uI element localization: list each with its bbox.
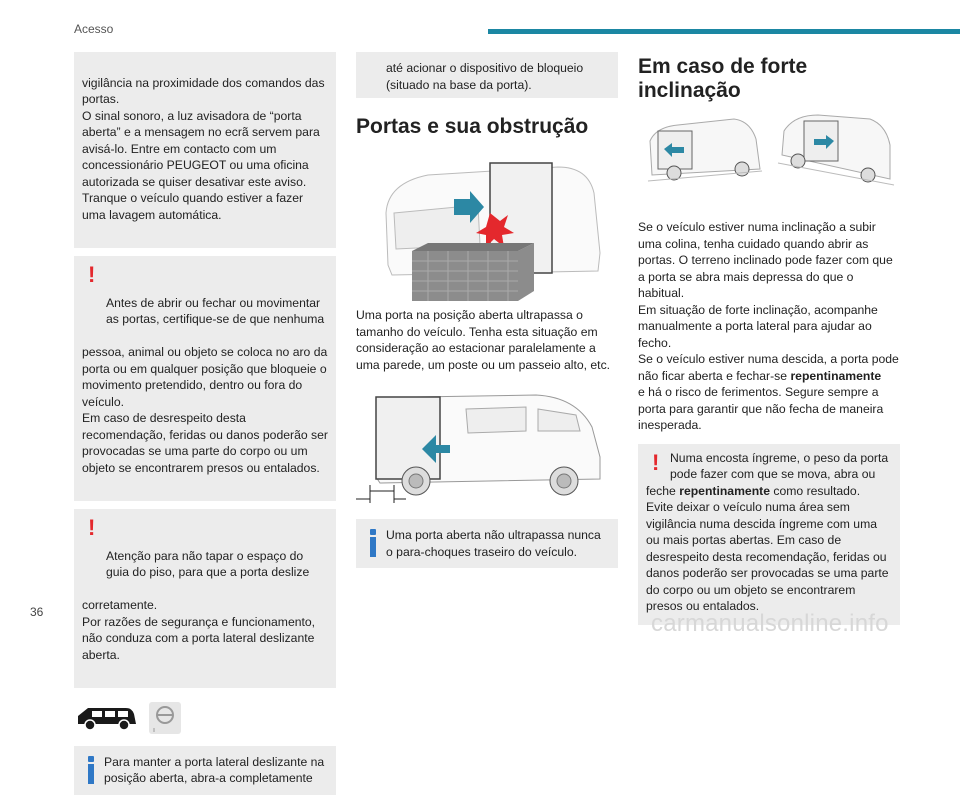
warning-bold: repentinamente bbox=[679, 483, 770, 498]
incline-text: Se o veículo estiver numa inclinação a subir uma colina, tenha cuidado quando abrir as portas. O terreno inclinado pode fazer com que a porta se abra mais depressa do que o habitual. Em situação de forte inclinação, acompanhe manualmente a porta lateral para ajudar ao fecho. Se o veículo estiver numa descida, a porta pode não ficar aberta e fechar-se bbox=[638, 220, 899, 383]
van-wall-obstruction-illustration bbox=[368, 153, 608, 301]
section-title: Acesso bbox=[74, 22, 114, 36]
column-3 bbox=[638, 52, 900, 625]
incline-paragraph bbox=[638, 219, 900, 434]
incline-text-end: e há o risco de ferimentos. Segure sempre a porta para garantir que não fecha de maneira inesperada. bbox=[638, 385, 884, 432]
warning-icon: ! bbox=[652, 449, 660, 475]
column-2 bbox=[356, 52, 618, 568]
warning-box-floor-guide bbox=[74, 509, 336, 688]
van-incline-illustration bbox=[638, 109, 900, 187]
warning-first-line: Antes de abrir ou fechar ou movimentar as portas, certifique-se de que nenhuma bbox=[106, 295, 325, 326]
column-1 bbox=[74, 52, 336, 795]
section-heading-doors: Portas e sua obstrução bbox=[356, 115, 589, 138]
van-silhouette-icon bbox=[74, 704, 138, 732]
warning-icon: ! bbox=[88, 261, 96, 287]
van-downhill bbox=[778, 115, 894, 185]
info-icon bbox=[370, 529, 376, 557]
warning-box-steep-slope bbox=[638, 444, 900, 625]
warning-text: Evite deixar o veículo numa área sem vigilância numa descida íngreme com uma ou mais portas abertas. Em caso de desrespeito desta recomendação, feridas ou danos poderão ser provocadas se uma parte do corpo ou um objeto se encontrarem presos ou entalados. bbox=[646, 500, 889, 613]
section-heading-incline: Em caso de forte inclinação bbox=[638, 55, 808, 102]
info-text: Para manter a porta lateral deslizante na posição aberta, abra-a completamente bbox=[104, 754, 325, 785]
continued-note-box bbox=[74, 52, 336, 248]
warning-first-line: Numa encosta íngreme, o peso da porta pode fazer com que se mova, abra ou bbox=[670, 450, 889, 481]
van-side-door-clearance-illustration bbox=[356, 387, 612, 505]
van-uphill bbox=[648, 119, 762, 181]
vehicle-icons bbox=[74, 698, 336, 738]
info-box-bumper bbox=[356, 519, 618, 568]
continued-info-text: até acionar o dispositivo de bloqueio (situado na base da porta). bbox=[386, 61, 584, 92]
continued-note-text: vigilância na proximidade dos comandos das portas. O sinal sonoro, a luz avisadora de “porta aberta” e a mensagem no ecrã servem para avisá-lo. Entre em contacto com um concessionário PEUGEOT ou uma oficina autorizada se quiser desativar este aviso. Tranque o veículo quando estiver a fazer uma lavagem automática. bbox=[82, 75, 325, 222]
info-text: Uma porta aberta não ultrapassa nunca o para-choques traseiro do veículo. bbox=[386, 528, 601, 559]
incline-bold: repentinamente bbox=[790, 368, 882, 383]
steering-wheel-icon bbox=[148, 701, 182, 735]
warning-mid2: como resultado. bbox=[773, 483, 861, 498]
continued-info-box bbox=[356, 52, 618, 98]
warning-mid-line bbox=[646, 483, 892, 500]
info-icon bbox=[88, 756, 94, 784]
warning-icon: ! bbox=[88, 514, 96, 540]
info-box-keep-open bbox=[74, 746, 336, 795]
obstruction-paragraph: Uma porta na posição aberta ultrapassa o tamanho do veículo. Tenha esta situação em consideração ao estacionar paralelamente a uma parede, um poste ou um passeio alto, etc. bbox=[356, 308, 611, 372]
warning-text: pessoa, animal ou objeto se coloca no aro da porta ou em qualquer posição que bloqueie o movimento pretendido, dentro ou fora do veículo. Em caso de desrespeito desta recomendação, feridas ou danos poderão ser provocadas se uma parte do corpo ou um objeto se encontrarem presos ou entalados. bbox=[82, 345, 328, 475]
header-accent-bar bbox=[488, 29, 960, 34]
warning-text: corretamente. Por razões de segurança e funcionamento, não conduza com a porta lateral deslizante aberta. bbox=[82, 598, 316, 662]
brick-wall bbox=[412, 243, 534, 301]
warning-first-line: Atenção para não tapar o espaço do guia do piso, para que a porta deslize bbox=[106, 548, 310, 579]
warning-mid1: feche bbox=[646, 483, 676, 498]
page-number: 36 bbox=[30, 605, 44, 619]
warning-box-obstruction bbox=[74, 256, 336, 501]
watermark: carmanualsonline.info bbox=[651, 610, 889, 637]
